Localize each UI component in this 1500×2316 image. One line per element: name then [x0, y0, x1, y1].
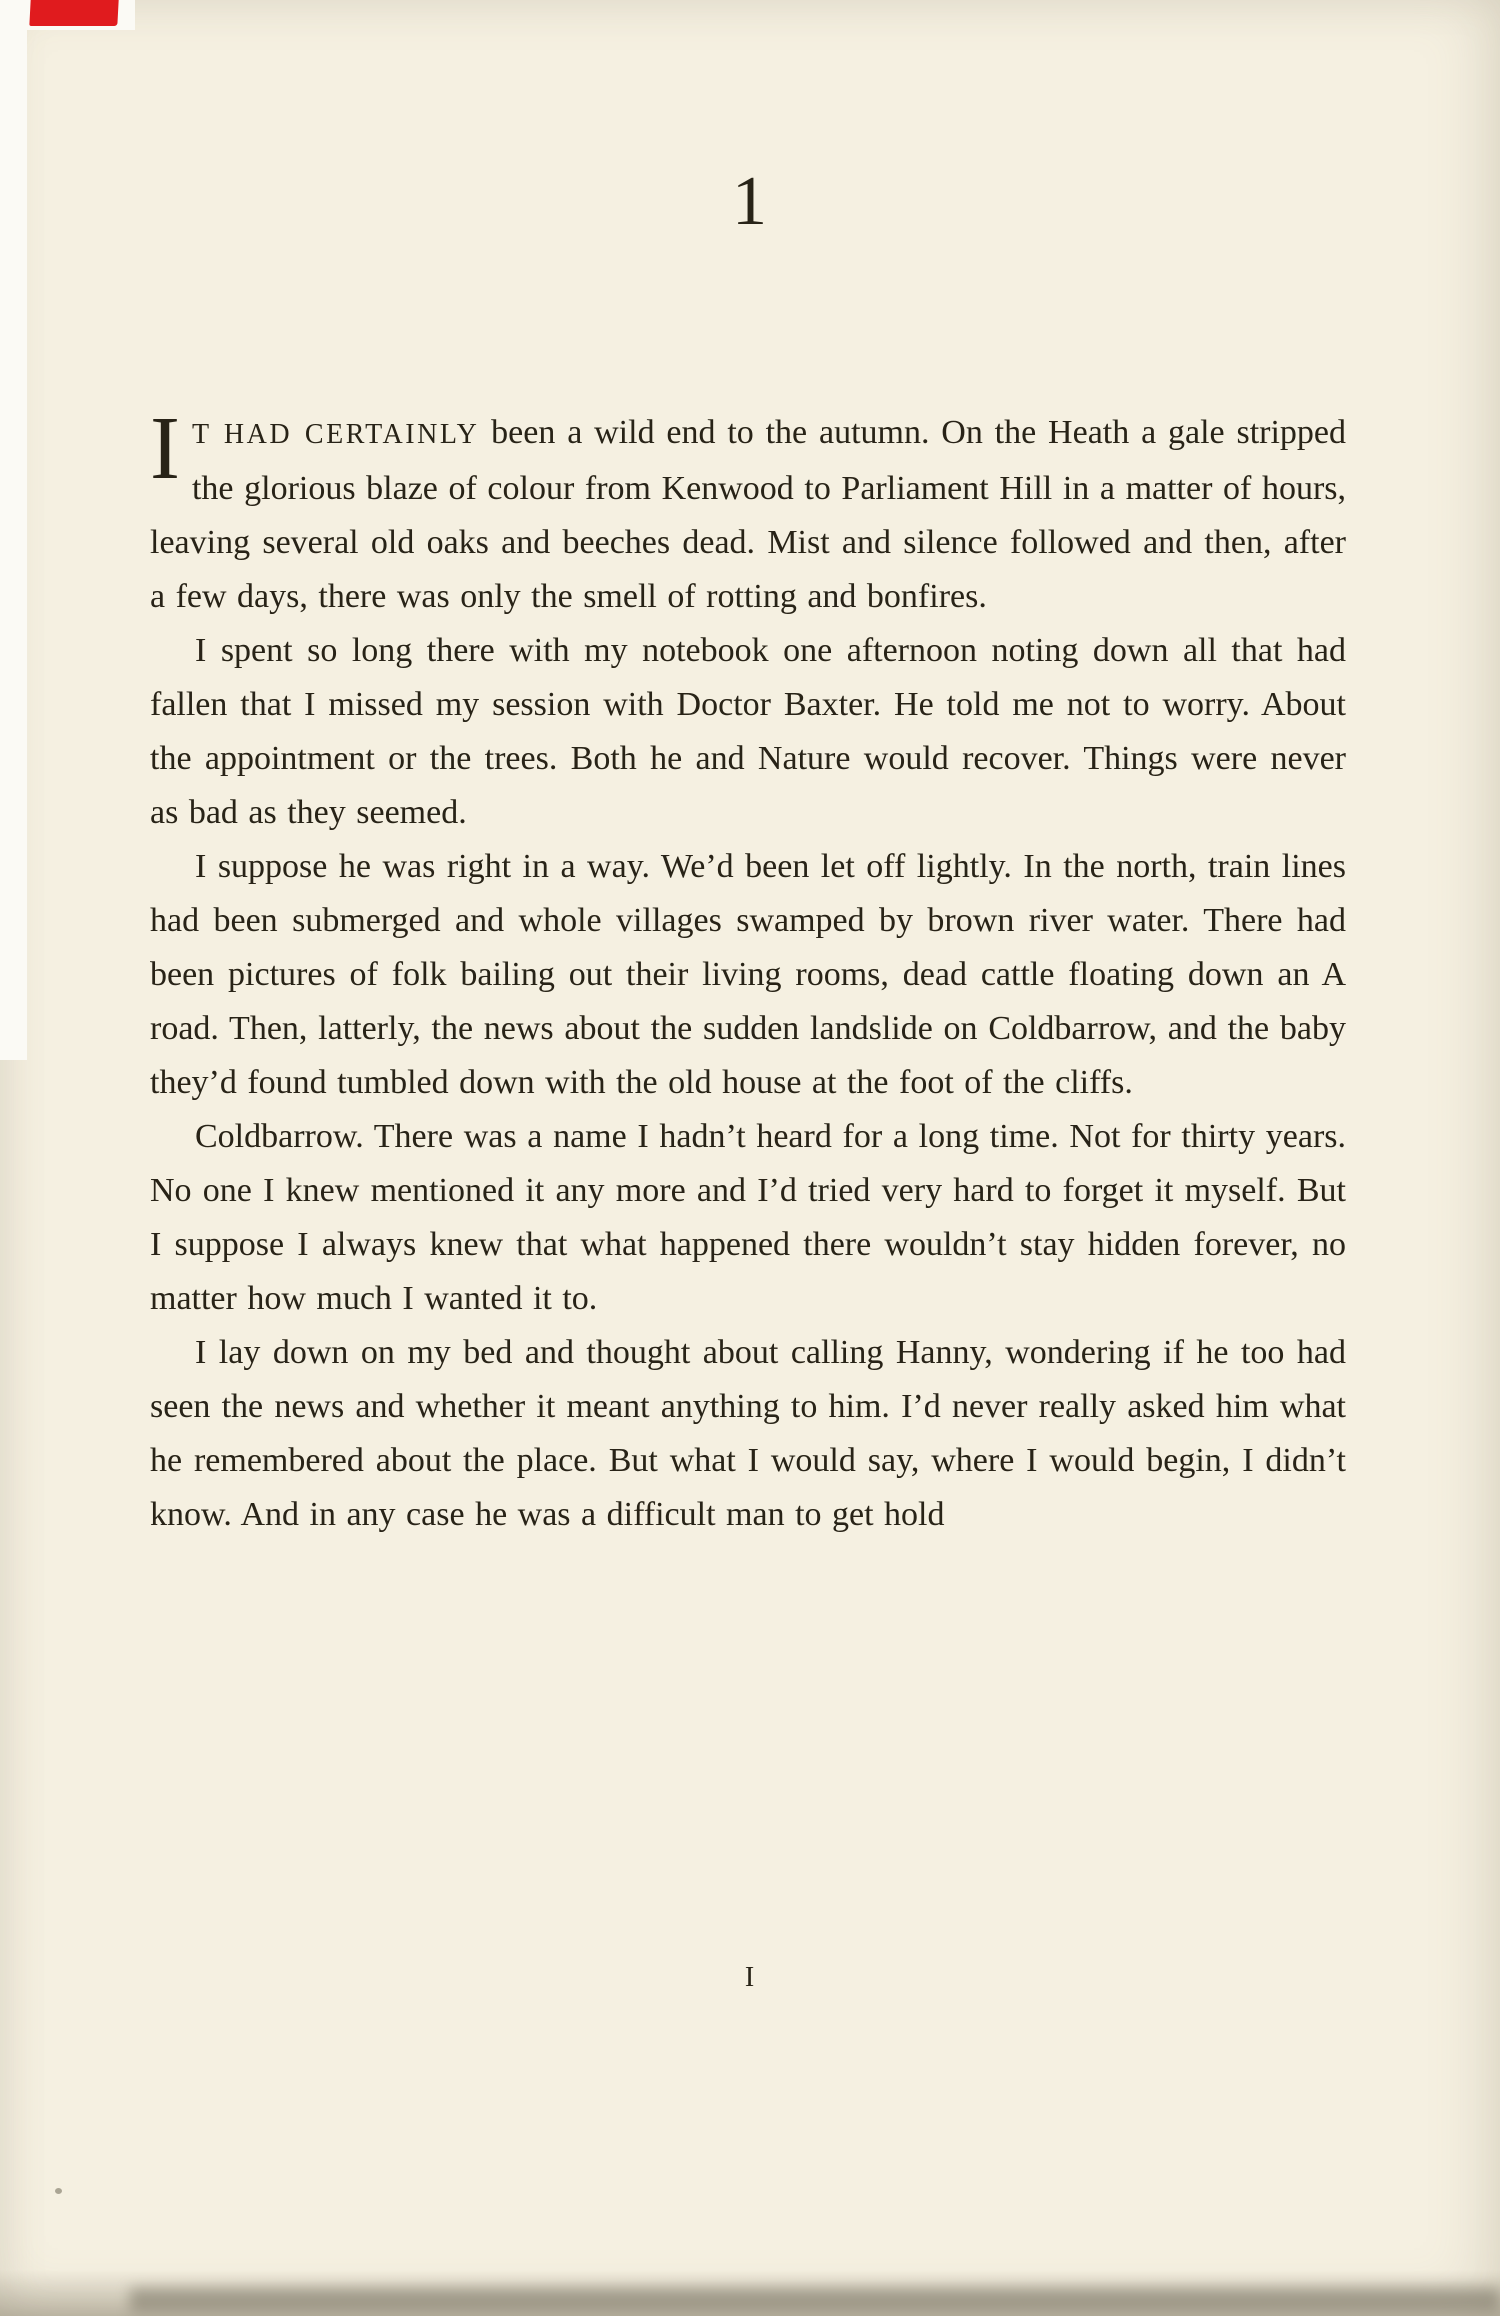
- paragraph: I suppose he was right in a way. We’d been let off lightly. In the north, train lines had been submerged and whole villages swamped by brown river water. There had been pictures of folk bailing out their living rooms, dead cattle floating down an A road. Then, latterly, the news about the sudden landslide on Coldbarrow, and the baby they’d found tumbled down with the old house at the foot of the cliffs.: [150, 848, 1346, 1101]
- drop-cap: I: [150, 399, 180, 498]
- paragraph-first: [150, 399, 1346, 624]
- paragraph: I spent so long there with my notebook one afternoon noting down all that had fallen that I missed my session with Doctor Baxter. He told me not to worry. About the appointment or the trees. Both he and Nature would recover. Things were never as bad as they seemed.: [150, 632, 1346, 831]
- scan-speck: [55, 2188, 62, 2194]
- paragraph-first-text: been a wild end to the autumn. On the Heath a gale stripped the glorious blaze of colour from Kenwood to Parliament Hill in a matter of hours, leaving several old oaks and beeches dead. Mist and silence followed and then, after a few days, there was only the smell of rotting and bonfires.: [150, 414, 1346, 615]
- chapter-number: 1: [732, 163, 768, 240]
- scan-bottom-shadow: [0, 2270, 1500, 2316]
- paragraph: Coldbarrow. There was a name I hadn’t heard for a long time. Not for thirty years. No one I knew mentioned it any more and I’d tried very hard to forget it myself. But I suppose I always knew that what happened there wouldn’t stay hidden forever, no matter how much I wanted it to.: [150, 1118, 1346, 1317]
- red-corner-mark: [29, 0, 118, 26]
- scan-edge-white-strip: [0, 0, 27, 1060]
- paragraph: I lay down on my bed and thought about calling Hanny, wondering if he too had seen the news and whether it meant anything to him. I’d never really asked him what he remembered about the place. But what I would say, where I would begin, I didn’t know. And in any case he was a difficult man to get hold: [150, 1334, 1346, 1533]
- body-text-block: [150, 399, 1346, 1542]
- page-number: I: [744, 1962, 756, 1993]
- opening-small-caps: T HAD CERTAINLY: [191, 419, 480, 450]
